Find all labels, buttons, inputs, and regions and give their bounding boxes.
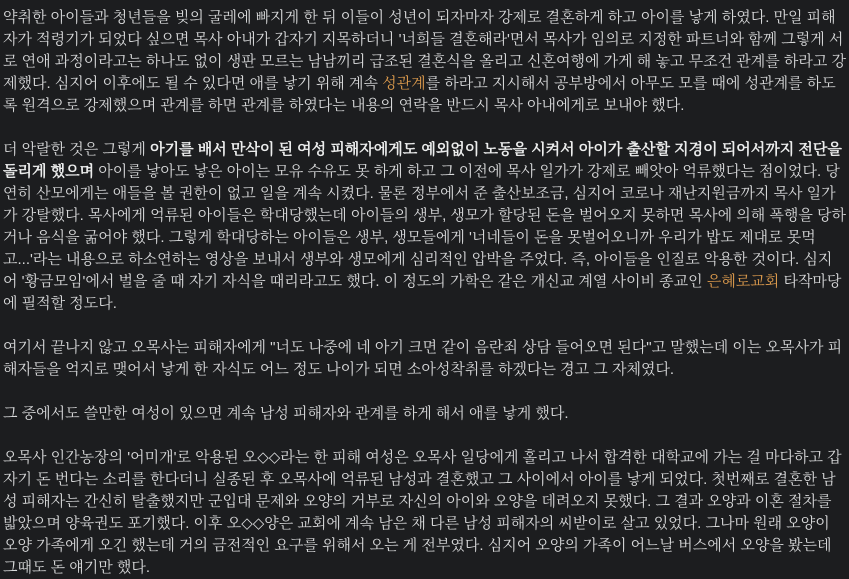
wiki-link[interactable]: 은혜로교회 xyxy=(706,273,780,290)
body-text: 타작마당에 필적할 정도다. xyxy=(3,273,842,312)
wiki-link[interactable]: 성관계 xyxy=(382,75,426,92)
body-text: 를 하라고 지시해서 공부방에서 아무도 모를 때에 성관계를 하도록 원격으로 강제했으며 관계를 하면 관계를 하였다는 내용의 연락을 반드시 목사 아내에게로 보내야 했다. xyxy=(3,75,836,114)
paragraph xyxy=(3,139,846,315)
body-text: 약취한 아이들과 청년들을 빚의 굴레에 빠지게 한 뒤 이들이 성년이 되자마자 강제로 결혼하게 하고 아이를 낳게 하였다. 만일 피해자가 적령기가 되었다 싶으면 목사 아내가 갑자기 지목하더니 '너희들 결혼해라'면서 목사가 임의로 지정한 파트너와 함께 그렇게 서로 연애 과정이라고는 하나도 없이 생판 모르는 남남끼리 급조된 결혼식을 올리고 신혼여행에 가게 해 놓고 무조건 관계를 하라고 강제했다. 심지어 이후에도 될 수 있다면 애를 낳기 위해 계속 xyxy=(3,9,846,92)
body-text: 오목사 인간농장의 '어미개'로 악용된 오◇◇라는 한 피해 여성은 오목사 일당에게 홀리고 나서 합격한 대학교에 가는 걸 마다하고 갑자기 돈 번다는 소리를 한다더니 실종된 후 오목사에 억류된 남성과 결혼했고 그 사이에서 아이를 낳게 되었다. 첫번째로 결혼한 남성 피해자는 간신히 탈출했지만 군입대 문제와 오양의 거부로 자신의 아이와 오양을 데려오지 못했다. 그 결과 오양과 이혼 절차를 밟았으며 양육권도 포기했다. 이후 오◇◇양은 교회에 계속 남은 채 다른 남성 피해자의 씨받이로 살고 있었다. 그나마 원래 오양이 오양 가족에게 오긴 했는데 거의 금전적인 요구를 위해서 오는 게 전부였다. 심지어 오양의 가족이 어느날 버스에서 오양을 봤는데 그때도 돈 얘기만 했다. xyxy=(3,449,842,576)
body-text: 아이를 낳아도 낳은 아이는 모유 수유도 못 하게 하고 그 이전에 목사 일가가 강제로 빼앗아 억류했다는 점이었다. 당연히 산모에게는 애들을 볼 권한이 없고 일을 계속 시켰다. 물론 정부에서 준 출산보조금, 심지어 코로나 재난지원금까지 목사 일가가 강탈했다. 목사에게 억류된 아이들은 학대당했는데 아이들의 생부, 생모가 할당된 돈을 벌어오지 못하면 목사에 의해 폭행을 당하거나 음식을 굶어야 했다. 그렇게 학대당하는 아이들은 생부, 생모들에게 '너네들이 돈을 못벌어오니까 우리가 밥도 제대로 못먹고...'라는 내용으로 하소연하는 영상을 보내서 생부와 생모에게 심리적인 압박을 주었다. 즉, 아이들을 인질로 악용한 것이다. 심지어 '황금모임'에서 벌을 줄 때 자기 자식을 때리라고도 했다. 이 정도의 가학은 같은 개신교 계열 사이비 종교인 xyxy=(3,163,846,290)
body-text: 그 중에서도 쓸만한 여성이 있으면 계속 남성 피해자와 관계를 하게 해서 애를 낳게 했다. xyxy=(3,405,569,422)
paragraph xyxy=(3,7,846,117)
paragraph xyxy=(3,403,846,425)
paragraph xyxy=(3,337,846,381)
body-text: 더 악랄한 것은 그렇게 xyxy=(3,141,151,158)
bold-text: 아기를 배서 만삭이 된 여성 피해자에게도 예외없이 노동을 시켜서 아이가 출산할 지경이 되어서까지 전단을 돌리게 했으며 xyxy=(3,141,842,180)
body-text: 여기서 끝나지 않고 오목사는 피해자에게 "너도 나중에 네 아기 크면 같이 음란죄 상담 들어오면 된다"고 말했는데 이는 오목사가 피해자들을 억지로 맺어서 낳게 한 자식도 어느 정도 나이가 되면 소아성착취를 하겠다는 경고 그 자체였다. xyxy=(3,339,843,378)
paragraph xyxy=(3,447,846,579)
